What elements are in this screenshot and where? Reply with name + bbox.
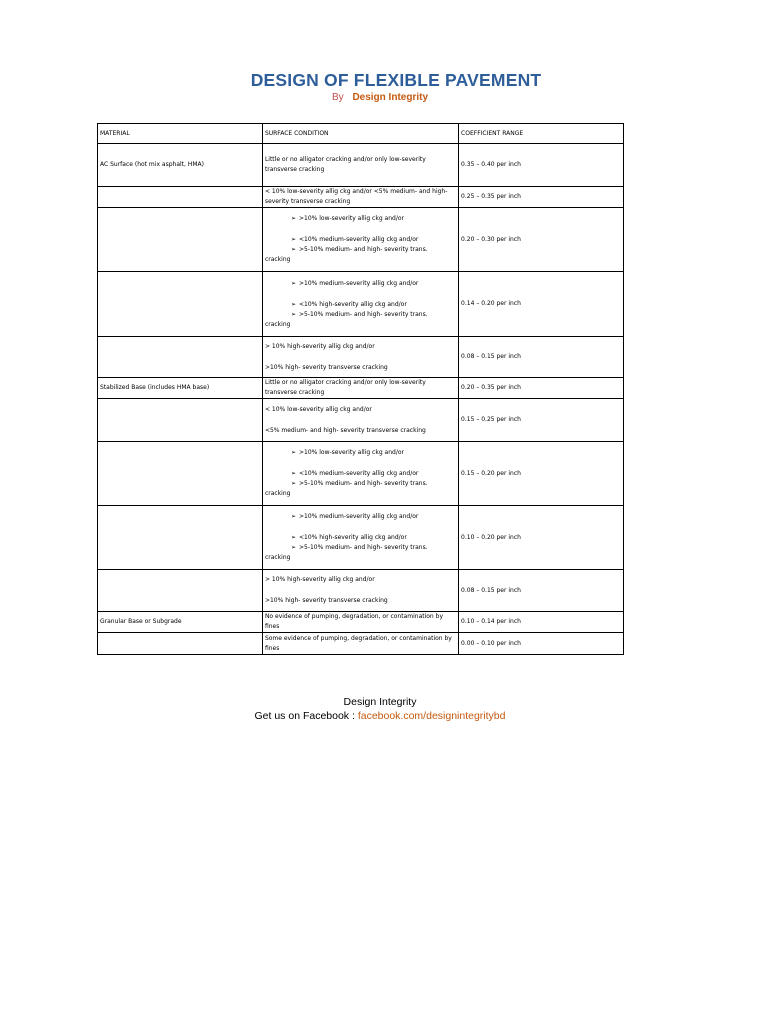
condition-cell xyxy=(262,378,458,399)
coefficient-cell: 0.08 – 0.15 per inch xyxy=(459,337,624,378)
condition-text: > 10% high-severity allig ckg and/or xyxy=(264,576,375,583)
footer-name: Design Integrity xyxy=(343,696,417,708)
material-cell xyxy=(98,570,263,612)
table-row xyxy=(98,187,624,208)
material-cell: Stabilized Base (includes HMA base) xyxy=(98,378,263,399)
condition-bullet: ➢ <10% medium-severity allig ckg and/or xyxy=(265,469,456,479)
table-row xyxy=(98,570,624,612)
coefficient-cell: 0.10 – 0.14 per inch xyxy=(459,612,624,633)
coefficient-cell: 0.20 – 0.30 per inch xyxy=(459,208,624,272)
condition-text: < 10% low-severity allig ckg and/or <5% medium- and high-severity transverse cracking xyxy=(264,188,448,205)
table-row xyxy=(98,399,624,442)
table-row xyxy=(98,612,624,633)
table-row xyxy=(98,442,624,506)
coefficient-table xyxy=(97,123,624,655)
condition-text: cracking xyxy=(264,256,291,263)
coefficient-cell: 0.35 – 0.40 per inch xyxy=(459,144,624,187)
condition-cell xyxy=(262,208,458,272)
table-row xyxy=(98,144,624,187)
coefficient-cell: 0.08 – 0.15 per inch xyxy=(459,570,624,612)
coefficient-cell: 0.00 – 0.10 per inch xyxy=(459,633,624,655)
coefficient-cell: 0.10 – 0.20 per inch xyxy=(459,506,624,570)
page-title: DESIGN OF FLEXIBLE PAVEMENT xyxy=(250,70,542,90)
condition-text: < 10% low-severity allig ckg and/or xyxy=(264,405,372,413)
condition-bullet: ➢ >5-10% medium- and high- severity trans. xyxy=(265,245,456,255)
header-surface-condition: SURFACE CONDITION xyxy=(262,124,458,144)
condition-cell xyxy=(262,187,458,208)
condition-cell xyxy=(262,633,458,655)
condition-text: <5% medium- and high- severity transverse cracking xyxy=(264,426,426,434)
condition-bullet: ➢ <10% medium-severity allig ckg and/or xyxy=(265,235,456,245)
condition-bullet: ➢ >5-10% medium- and high- severity trans. xyxy=(265,479,456,489)
condition-cell xyxy=(262,612,458,633)
condition-bullet: ➢ <10% high-severity allig ckg and/or xyxy=(265,533,456,543)
material-cell xyxy=(98,187,263,208)
condition-bullet: ➢ >5-10% medium- and high- severity trans. xyxy=(265,310,456,320)
condition-cell xyxy=(262,570,458,612)
header-material: MATERIAL xyxy=(98,124,263,144)
material-cell xyxy=(98,506,263,570)
footer-facebook-prefix: Get us on Facebook : xyxy=(254,710,358,722)
condition-bullet: ➢ >10% low-severity allig ckg and/or xyxy=(265,214,456,224)
header-coefficient-range: COEFFICIENT RANGE xyxy=(459,124,624,144)
byline-prefix: By xyxy=(331,92,344,103)
condition-cell xyxy=(262,337,458,378)
condition-cell xyxy=(262,272,458,337)
coefficient-cell: 0.14 – 0.20 per inch xyxy=(459,272,624,337)
coefficient-cell: 0.15 – 0.20 per inch xyxy=(459,442,624,506)
condition-text: cracking xyxy=(264,490,291,497)
facebook-link[interactable]: facebook.com/designintegritybd xyxy=(357,710,506,722)
table-row xyxy=(98,272,624,337)
condition-bullet: ➢ >10% low-severity allig ckg and/or xyxy=(265,448,456,458)
table-row xyxy=(98,337,624,378)
condition-cell xyxy=(262,399,458,442)
material-cell xyxy=(98,399,263,442)
material-cell xyxy=(98,337,263,378)
condition-cell xyxy=(262,506,458,570)
condition-bullet: ➢ >10% medium-severity allig ckg and/or xyxy=(265,279,456,289)
table-row xyxy=(98,208,624,272)
condition-text: cracking xyxy=(264,554,291,561)
condition-text: No evidence of pumping, degradation, or contamination by fines xyxy=(264,613,444,630)
condition-text: >10% high- severity transverse cracking xyxy=(264,597,388,604)
condition-bullet: ➢ >10% medium-severity allig ckg and/or xyxy=(265,512,456,522)
material-cell xyxy=(98,442,263,506)
material-cell xyxy=(98,208,263,272)
condition-text: Some evidence of pumping, degradation, or contamination by fines xyxy=(264,634,452,652)
condition-cell xyxy=(262,144,458,187)
material-cell xyxy=(98,633,263,655)
byline xyxy=(0,92,760,103)
material-cell: AC Surface (hot mix asphalt, HMA) xyxy=(98,144,263,187)
material-cell: Granular Base or Subgrade xyxy=(98,612,263,633)
table-header-row xyxy=(98,124,624,144)
condition-text: > 10% high-severity allig ckg and/or xyxy=(264,342,375,350)
condition-bullet: ➢ >5-10% medium- and high- severity trans. xyxy=(265,543,456,553)
footer-facebook xyxy=(0,710,760,722)
table-row xyxy=(98,506,624,570)
condition-text: >10% high- severity transverse cracking xyxy=(264,363,388,371)
condition-text: Little or no alligator cracking and/or only low-severity transverse cracking xyxy=(264,156,426,173)
byline-author: Design Integrity xyxy=(352,92,429,103)
condition-text: Little or no alligator cracking and/or only low-severity transverse cracking xyxy=(264,379,426,396)
coefficient-cell: 0.15 – 0.25 per inch xyxy=(459,399,624,442)
table-row xyxy=(98,378,624,399)
condition-text: cracking xyxy=(264,320,291,328)
condition-cell xyxy=(262,442,458,506)
table-row xyxy=(98,633,624,655)
coefficient-cell: 0.20 – 0.35 per inch xyxy=(459,378,624,399)
material-cell xyxy=(98,272,263,337)
condition-bullet: ➢ <10% high-severity allig ckg and/or xyxy=(265,300,456,310)
coefficient-cell: 0.25 – 0.35 per inch xyxy=(459,187,624,208)
